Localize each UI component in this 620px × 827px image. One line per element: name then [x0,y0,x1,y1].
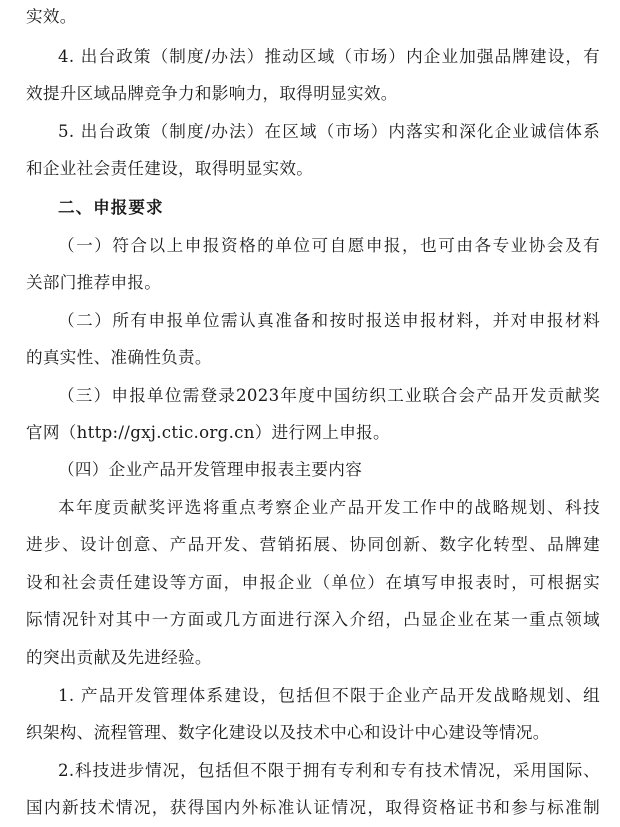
section-heading: 二、申报要求 [58,198,164,217]
paragraph-line: 4. 出台政策（制度/办法）推动区域（市场）内企业加强品牌建设，有 [58,47,600,66]
paragraph-line: 和企业社会责任建设，取得明显实效。 [26,159,314,178]
paragraph-line: 官网（http://gxj.ctic.org.cn）进行网上申报。 [26,423,390,442]
paragraph-line: 国内新技术情况，获得国内外标准认证情况，取得资格证书和参与标准制 [26,798,600,817]
paragraph-line: 效提升区域品牌竞争力和影响力，取得明显实效。 [26,84,398,103]
paragraph-line: 设和社会责任建设等方面，申报企业（单位）在填写申报表时，可根据实 [26,573,600,592]
paragraph-line: 际情况针对其中一方面或几方面进行深入介绍，凸显企业在某一重点领域 [26,610,600,629]
subsection-heading: （四）企业产品开发管理申报表主要内容 [58,460,363,479]
paragraph-line: 织架构、流程管理、数字化建设以及技术中心和设计中心建设等情况。 [26,723,550,742]
paragraph-line: （一）符合以上申报资格的单位可自愿申报，也可由各专业协会及有 [58,236,600,255]
paragraph-line: （二）所有申报单位需认真准备和按时报送申报材料，并对申报材料 [58,311,600,330]
paragraph-line: 的突出贡献及先进经验。 [26,648,212,667]
paragraph-line: 5. 出台政策（制度/办法）在区域（市场）内落实和深化企业诚信体系 [58,122,600,141]
paragraph-line: 2.科技进步情况，包括但不限于拥有专利和专有技术情况，采用国际、 [58,761,600,780]
paragraph-line: 的真实性、准确性负责。 [26,348,212,367]
paragraph-line: 进步、设计创意、产品开发、营销拓展、协同创新、数字化转型、品牌建 [26,535,600,554]
paragraph-line: 本年度贡献奖评选将重点考察企业产品开发工作中的战略规划、科技 [58,498,600,517]
paragraph-line: 关部门推荐申报。 [26,273,162,292]
paragraph-line: （三）申报单位需登录2023年度中国纺织工业联合会产品开发贡献奖 [58,386,600,405]
paragraph-line: 1. 产品开发管理体系建设，包括但不限于企业产品开发战略规划、组 [58,686,600,705]
paragraph-line: 实效。 [26,7,77,26]
